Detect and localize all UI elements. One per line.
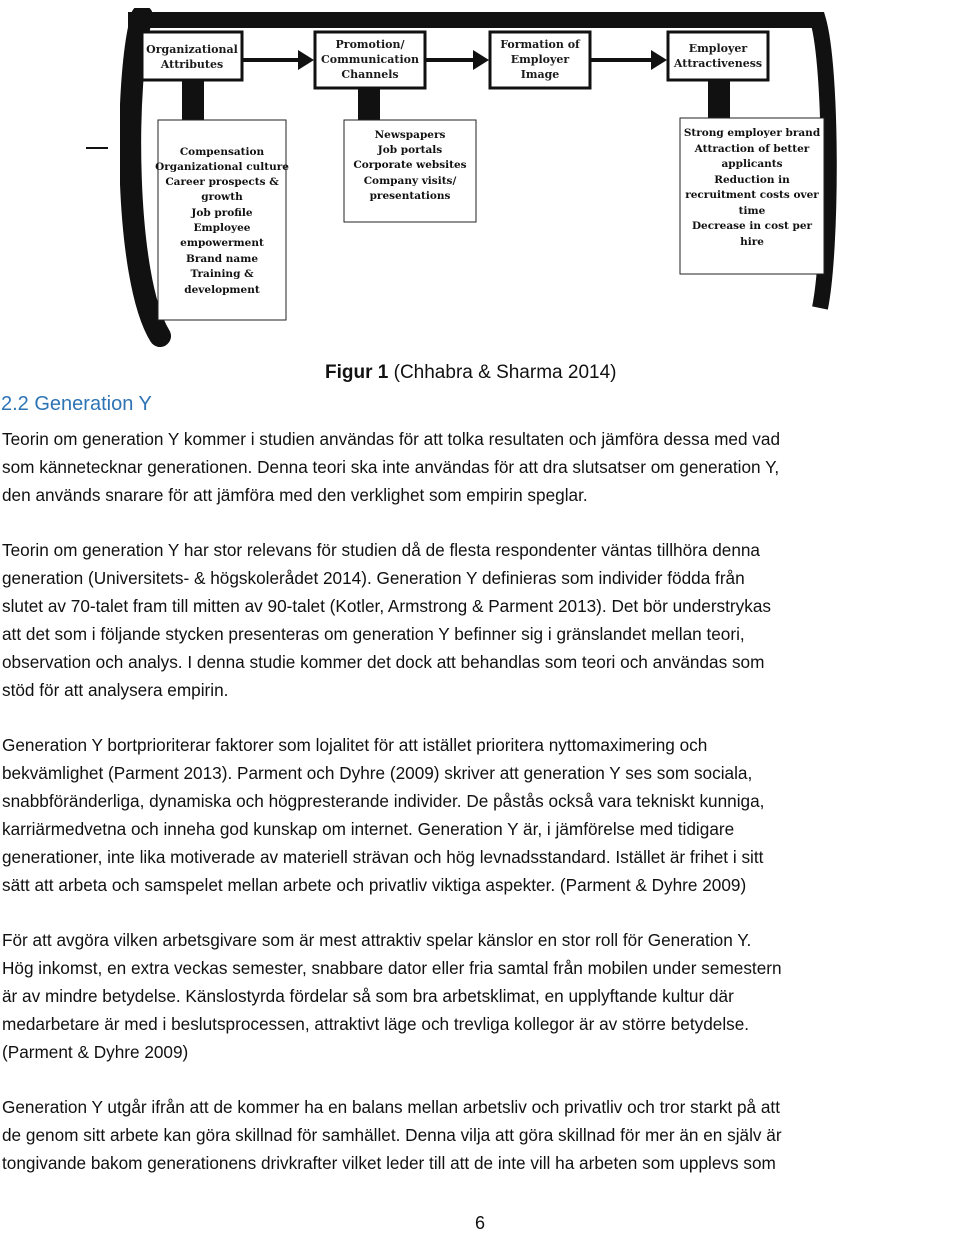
figure-box-employer-attractiveness <box>668 32 768 80</box>
list-text: Organizational culture <box>155 161 289 173</box>
list-text: Job profile <box>191 207 253 219</box>
list-text: time <box>738 205 766 217</box>
list-text: Employee <box>193 222 251 234</box>
box-text: Channels <box>341 68 399 81</box>
text-line: Teorin om generation Y kommer i studien användas för att tolka resultaten och jämföra dessa med vad <box>2 429 781 449</box>
figure-box-organizational-attributes <box>142 32 242 80</box>
paragraph-4 <box>2 926 960 1066</box>
arrow-right-icon <box>425 50 489 70</box>
figure-arrows <box>182 50 730 122</box>
list-text: growth <box>201 191 243 203</box>
list-text: recruitment costs over <box>685 189 819 201</box>
arrow-right-icon <box>590 50 667 70</box>
text-line: (Parment & Dyhre 2009) <box>2 1042 189 1062</box>
connector-bar <box>358 88 380 122</box>
connector-bar <box>708 80 730 120</box>
text-line: Generation Y bortprioriterar faktorer som lojalitet för att istället prioritera nyttomaximering och <box>2 735 708 755</box>
figure-box-employer-image <box>490 32 590 88</box>
list-text: Company visits/ <box>363 175 457 187</box>
text-line: sätt att arbeta och samspelet mellan arbete och privatliv viktiga aspekter. (Parment & Dyhre 2009) <box>2 875 747 895</box>
paragraph-5 <box>2 1093 960 1177</box>
list-text: Corporate websites <box>353 159 467 171</box>
figure-caption-label: Figur 1 <box>325 362 389 383</box>
text-line: stöd för att analysera empirin. <box>2 680 229 700</box>
page-number: 6 <box>474 1213 485 1233</box>
text-line: karriärmedvetna och inneha god kunskap om internet. Generation Y är, i jämförelse med tidigare <box>2 819 735 839</box>
list-text: Reduction in <box>714 174 790 186</box>
paragraph-1 <box>2 425 960 509</box>
list-text: development <box>184 284 260 296</box>
box-text: Communication <box>321 53 419 66</box>
figure-caption <box>325 362 616 384</box>
list-text: Brand name <box>185 253 259 265</box>
figure-dash-mark <box>86 147 108 149</box>
text-line: som kännetecknar generationen. Denna teori ska inte användas för att dra slutsatser om generation Y, <box>2 457 780 477</box>
box-text: Employer <box>688 42 748 55</box>
paragraph-2 <box>2 536 960 704</box>
list-text: empowerment <box>180 237 264 249</box>
list-text: Job portals <box>377 144 443 156</box>
list-text: Training & <box>190 268 254 280</box>
figure-box-promotion-channels <box>315 32 425 88</box>
box-text: Formation of <box>500 38 580 51</box>
text-line: snabbföränderliga, dynamiska och högpresterande individer. De påstås också vara tekniskt kunniga, <box>2 791 765 811</box>
text-line: slutet av 70-talet fram till mitten av 90-talet (Kotler, Armstrong & Parment 2013). Det bör understrykas <box>2 596 771 616</box>
box-text: Employer <box>510 53 570 66</box>
text-line: Teorin om generation Y har stor relevans för studien då de flesta respondenter väntas tillhöra denna <box>2 540 760 560</box>
arrow-right-icon <box>242 50 314 70</box>
text-line: Hög inkomst, en extra veckas semester, snabbare dator eller fria samtal från mobilen under semestern <box>2 958 782 978</box>
connector-bar <box>182 80 204 120</box>
text-line: bekvämlighet (Parment 2013). Parment och Dyhre (2009) skriver att generation Y ses som sociala, <box>2 763 753 783</box>
figure-list-outcomes <box>680 118 824 274</box>
list-text: presentations <box>369 190 451 202</box>
list-text: Strong employer brand <box>683 127 821 139</box>
list-text: Attraction of better <box>694 143 810 155</box>
text-line: tongivande bakom generationens drivkrafter vilket leder till att de inte vill ha arbeten som upplevs som <box>2 1153 776 1173</box>
list-text: applicants <box>721 158 783 170</box>
box-text: Attractiveness <box>673 57 763 70</box>
text-line: de genom sitt arbete kan göra skillnad för samhället. Denna vilja att göra skillnad för mer än en själv är <box>2 1125 782 1145</box>
box-text: Organizational <box>146 43 238 56</box>
figure-caption-source: (Chhabra & Sharma 2014) <box>393 362 617 383</box>
section-heading: 2.2 Generation Y <box>1 393 152 415</box>
box-text: Image <box>520 68 560 81</box>
text-line: observation och analys. I denna studie kommer det dock att behandlas som teori och användas som <box>2 652 765 672</box>
text-line: Generation Y utgår ifrån att de kommer ha en balans mellan arbetsliv och privatliv och tror starkt på att <box>2 1097 780 1117</box>
box-text: Promotion/ <box>335 38 405 51</box>
box-text: Attributes <box>160 58 224 71</box>
list-text: Newspapers <box>374 129 446 141</box>
figure-employer-branding-model <box>120 8 838 348</box>
list-text: Compensation <box>179 146 265 158</box>
figure-list-organizational-attributes <box>155 120 289 320</box>
paragraph-3 <box>2 731 960 899</box>
text-line: den används snarare för att jämföra med den verklighet som empirin speglar. <box>2 485 588 505</box>
text-line: För att avgöra vilken arbetsgivare som är mest attraktiv spelar känslor en stor roll för Generation Y. <box>2 930 752 950</box>
figure-list-channels <box>344 120 476 222</box>
text-line: är av mindre betydelse. Känslostyrda fördelar så som bra arbetsklimat, en upplyftande kultur där <box>2 986 734 1006</box>
text-line: att det som i följande stycken presenteras om generation Y befinner sig i gränslandet mellan teori, <box>2 624 745 644</box>
text-line: generation (Universitets- & högskolerådet 2014). Generation Y definieras som individer födda från <box>2 568 745 588</box>
list-text: Career prospects & <box>165 176 279 188</box>
text-line: generationer, inte lika motiverade av materiell strävan och hög levnadsstandard. Istället är frihet i sitt <box>2 847 764 867</box>
list-text: Decrease in cost per <box>691 220 813 232</box>
list-text: hire <box>740 236 764 248</box>
text-line: medarbetare är med i beslutsprocessen, attraktivt läge och trevliga kollegor är av större betydelse. <box>2 1014 750 1034</box>
